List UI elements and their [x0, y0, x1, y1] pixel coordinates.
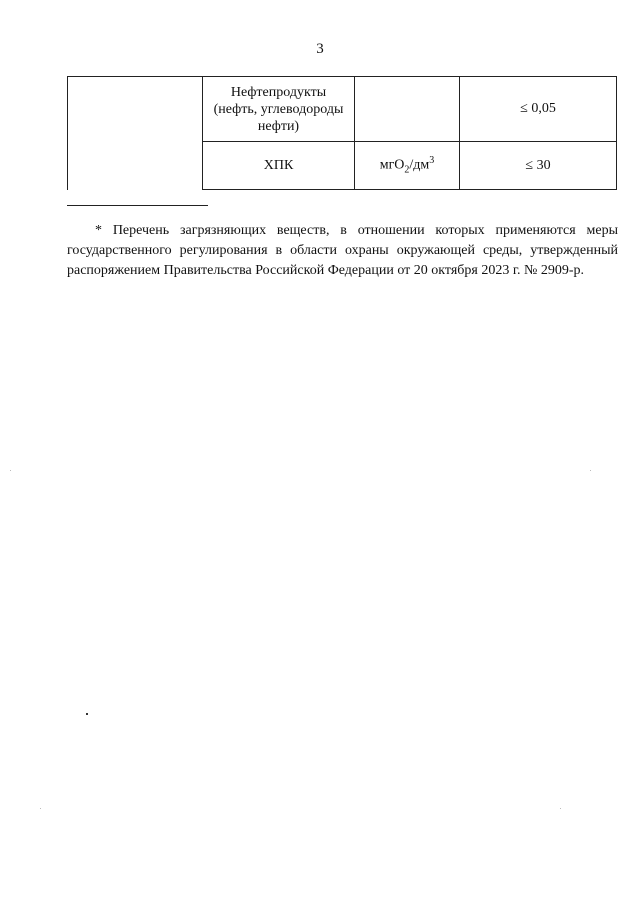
footnote-separator: [67, 205, 208, 206]
scan-speck: [590, 470, 591, 471]
substance-cell: ХПК: [203, 142, 355, 190]
unit-cell: [355, 142, 460, 190]
unit-superscript: 3: [429, 155, 435, 167]
page-number: 3: [316, 41, 324, 57]
unit-subscript: 2: [404, 164, 410, 176]
table-row: [68, 77, 617, 142]
substance-line: нефти): [257, 118, 300, 134]
unit-base: мгO: [379, 157, 405, 173]
scan-speck: [40, 808, 41, 809]
value-cell: ≤ 0,05: [460, 77, 617, 142]
substance-line: Нефтепродукты: [230, 84, 327, 100]
value-cell: ≤ 30: [460, 142, 617, 190]
footnote-text: * Перечень загрязняющих веществ, в отношении которых применяются меры государственного регулирования в области охраны окружающей среды, утвержденный распоряжением Правительства Российской Федерации от 20 октября 2023 г. № 2909-р.: [67, 223, 618, 278]
unit-cell: [355, 77, 460, 142]
scan-speck: [86, 713, 88, 715]
substance-line: (нефть, углеводороды: [213, 101, 344, 117]
scan-speck: [560, 808, 561, 809]
empty-cell: [68, 142, 203, 190]
standards-table: [67, 76, 617, 190]
unit-middle: /дм: [409, 157, 430, 173]
table-row: [68, 142, 617, 190]
substance-cell: [203, 77, 355, 142]
empty-cell: [68, 77, 203, 142]
scan-speck: [10, 470, 11, 471]
